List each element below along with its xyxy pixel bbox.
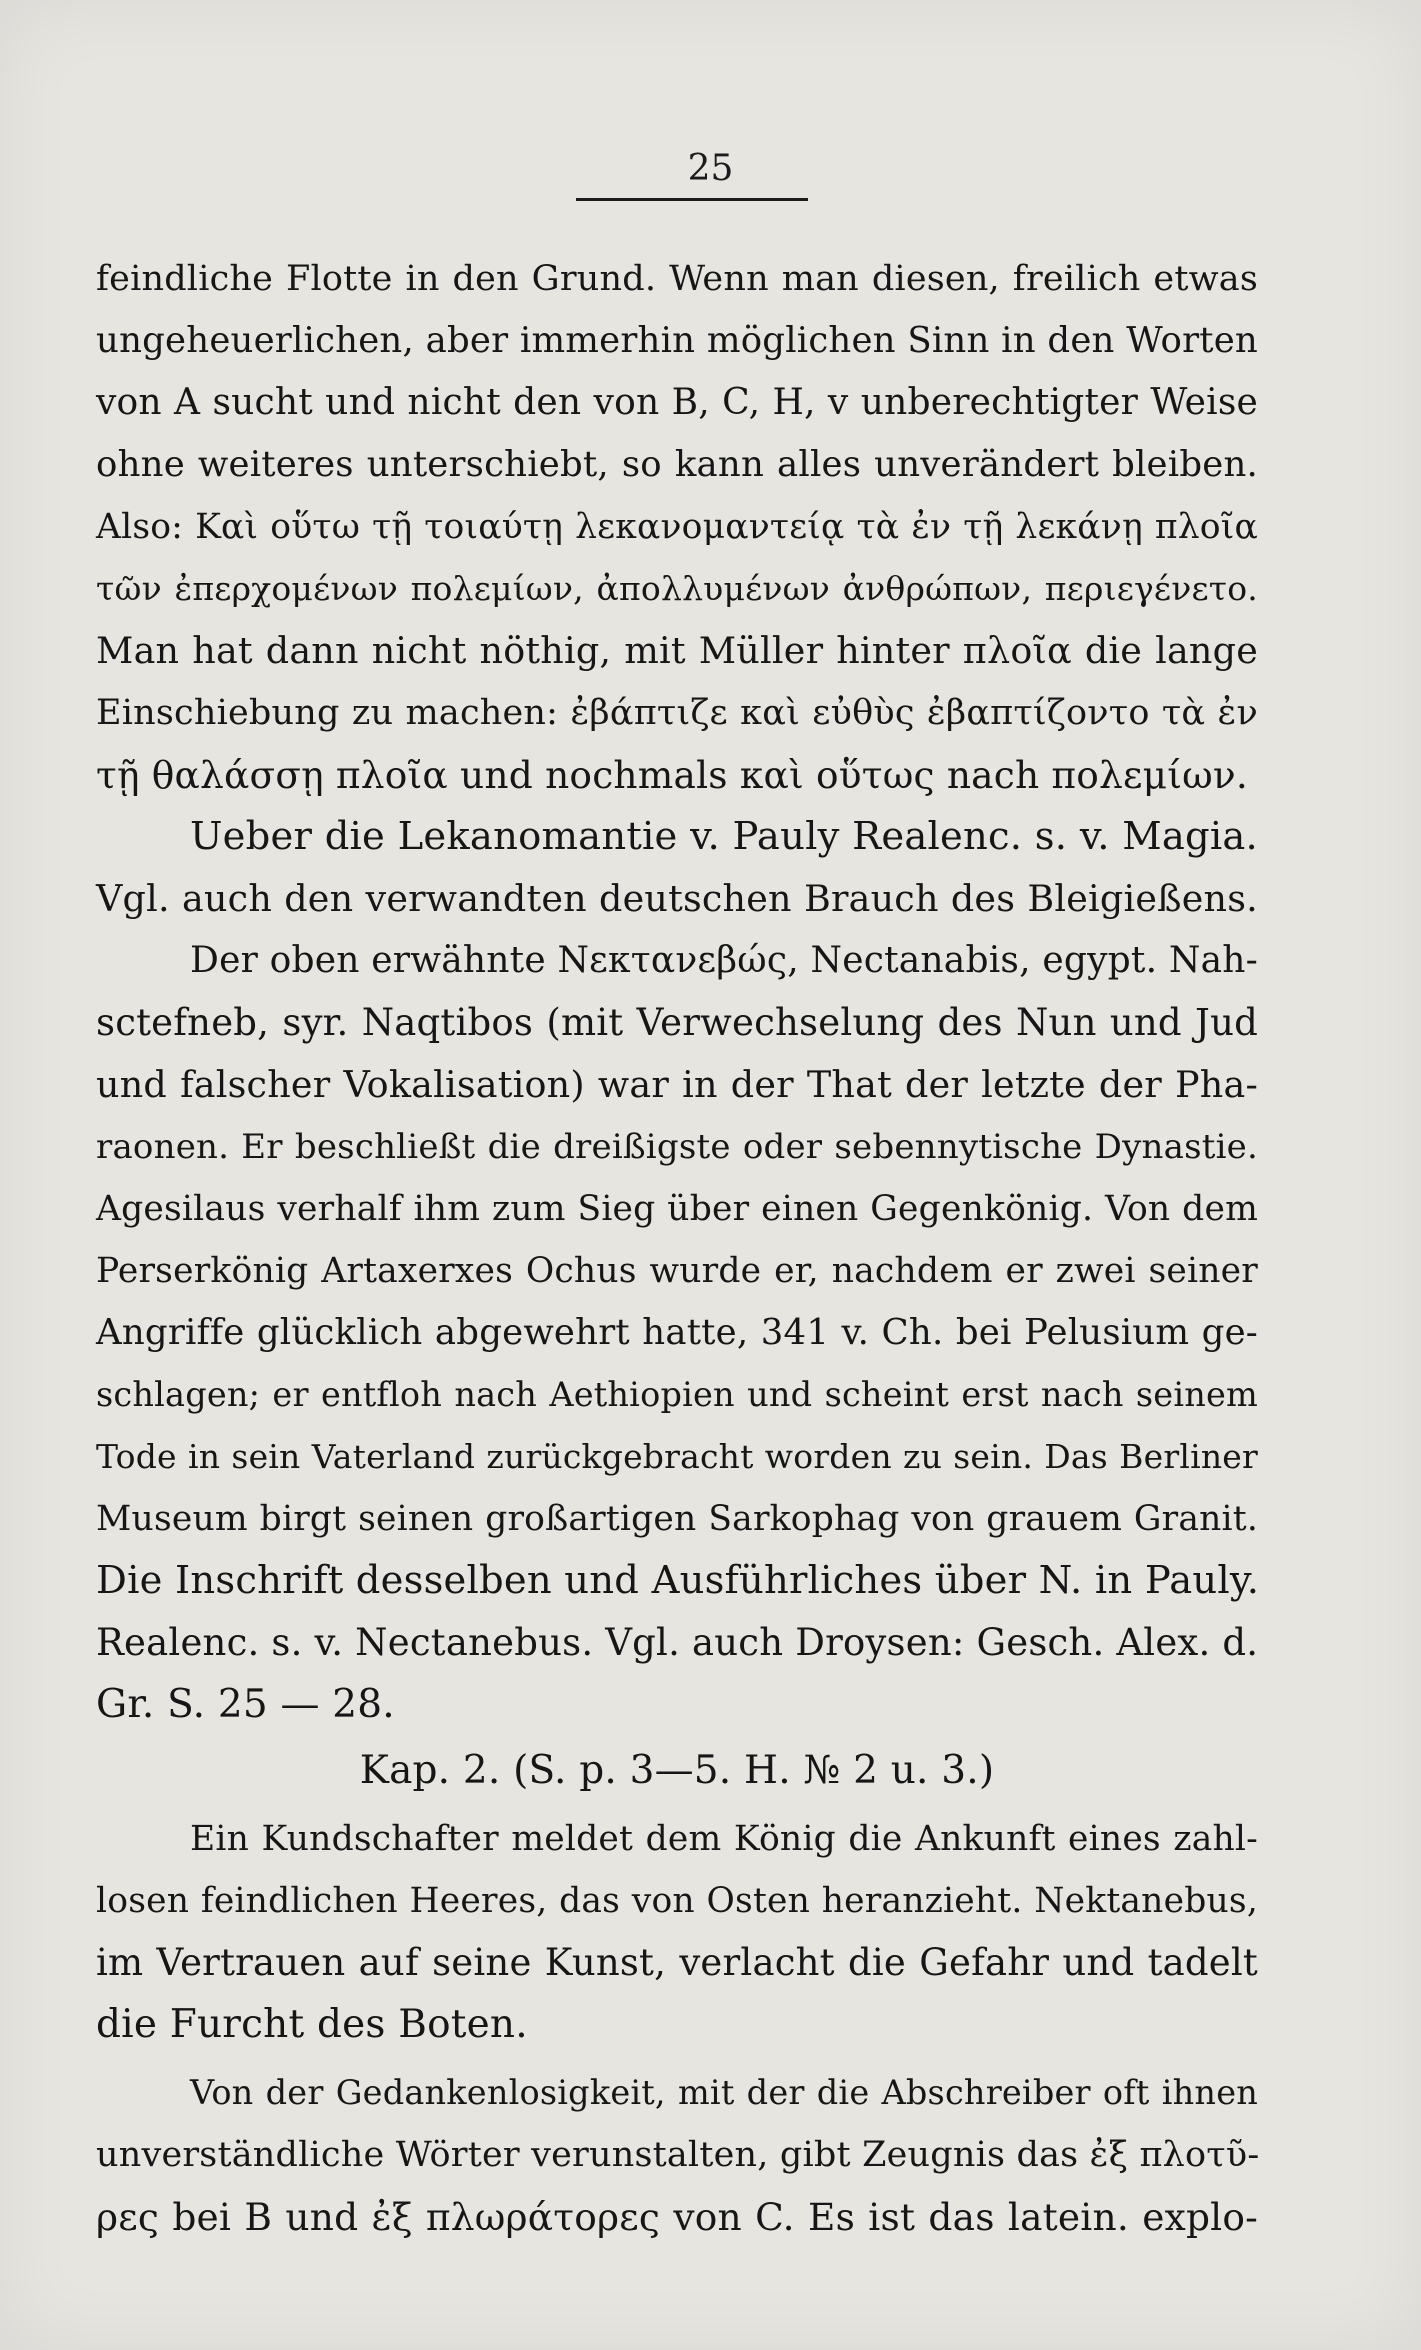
text-line-8: Einschiebung zu machen: ἐβάπτιζε καὶ εὐθὺς ἐβαπτίζοντο τὰ ἐν xyxy=(96,693,1258,733)
text-line-12: Der oben erwähnte Νεκτανεβώς, Nectanabis, egypt. Nah- xyxy=(190,940,1258,981)
page-number: 25 xyxy=(687,148,734,189)
text-line-15: raonen. Er beschließt die dreißigste oder sebennytische Dynastie. xyxy=(96,1127,1258,1167)
text-line-5: Also: Καὶ οὕτω τῇ τοιαύτῃ λεκανομαντείᾳ τὰ ἐν τῇ λεκάνῃ πλοῖα xyxy=(96,507,1258,547)
chapter-heading: Kap. 2. (S. p. 3—5. H. № 2 u. 3.) xyxy=(359,1748,995,1793)
text-line-19: schlagen; er entfloh nach Aethiopien und scheint erst nach seinem xyxy=(96,1375,1258,1414)
text-line-18: Angriffe glücklich abgewehrt hatte, 341 v. Ch. bei Pelusium ge- xyxy=(96,1312,1258,1353)
text-line-26: Ein Kundschafter meldet dem König die Ankunft eines zahl- xyxy=(190,1819,1258,1859)
text-line-1: feindliche Flotte in den Grund. Wenn man diesen, freilich etwas xyxy=(96,259,1258,299)
text-line-4: ohne weiteres unterschiebt, so kann alles unverändert bleiben. xyxy=(96,444,1258,485)
text-line-24: Gr. S. 25 — 28. xyxy=(96,1682,395,1727)
text-line-22: Die Inschrift desselben und Ausführliches über N. in Pauly. xyxy=(96,1558,1260,1603)
text-line-6: τῶν ἐπερχομένων πολεμίων, ἀπολλυμένων ἀνθρώπων, περιεγένετο. xyxy=(96,569,1258,608)
text-line-2: ungeheuerlichen, aber immerhin möglichen Sinn in den Worten xyxy=(96,320,1258,361)
text-line-11: Vgl. auch den verwandten deutschen Brauch des Bleigießens. xyxy=(96,877,1258,920)
text-line-32: ρες bei B und ἐξ πλωράτορες von C. Es ist das latein. explo- xyxy=(96,2195,1258,2239)
text-line-10: Ueber die Lekanomantie v. Pauly Realenc. s. v. Magia. xyxy=(190,814,1258,859)
text-line-3: von A sucht und nicht den von B, C, H, v unberechtigter Weise xyxy=(96,382,1258,423)
text-line-13: sctefneb, syr. Naqtibos (mit Verwechselung des Nun und Jud xyxy=(96,1001,1258,1044)
text-line-27: losen feindlichen Heeres, das von Osten heranzieht. Nektanebus, xyxy=(96,1881,1258,1921)
text-line-31: unverständliche Wörter verunstalten, gibt Zeugnis das ἐξ πλοτῦ- xyxy=(96,2135,1260,2175)
text-line-30: Von der Gedankenlosigkeit, mit der die Abschreiber oft ihnen xyxy=(190,2073,1258,2112)
text-line-20: Tode in sein Vaterland zurückgebracht worden zu sein. Das Berliner xyxy=(96,1437,1258,1476)
text-line-7: Man hat dann nicht nöthig, mit Müller hinter πλοῖα die lange xyxy=(96,629,1258,672)
text-line-16: Agesilaus verhalf ihm zum Sieg über einen Gegenkönig. Von dem xyxy=(96,1189,1258,1229)
text-line-17: Perserkönig Artaxerxes Ochus wurde er, nachdem er zwei seiner xyxy=(96,1251,1258,1291)
text-line-28: im Vertrauen auf seine Kunst, verlacht die Gefahr und tadelt xyxy=(96,1941,1258,1984)
header-rule xyxy=(576,198,808,201)
text-line-9: τῇ θαλάσσῃ πλοῖα und nochmals καὶ οὕτως nach πολεμίων. xyxy=(96,753,1249,797)
text-line-21: Museum birgt seinen großartigen Sarkophag von grauem Granit. xyxy=(96,1499,1258,1539)
text-line-23: Realenc. s. v. Nectanebus. Vgl. auch Droysen: Gesch. Alex. d. xyxy=(96,1621,1259,1664)
text-line-14: und falscher Vokalisation) war in der That der letzte der Pha- xyxy=(96,1063,1258,1106)
text-line-29: die Furcht des Boten. xyxy=(96,2002,528,2047)
